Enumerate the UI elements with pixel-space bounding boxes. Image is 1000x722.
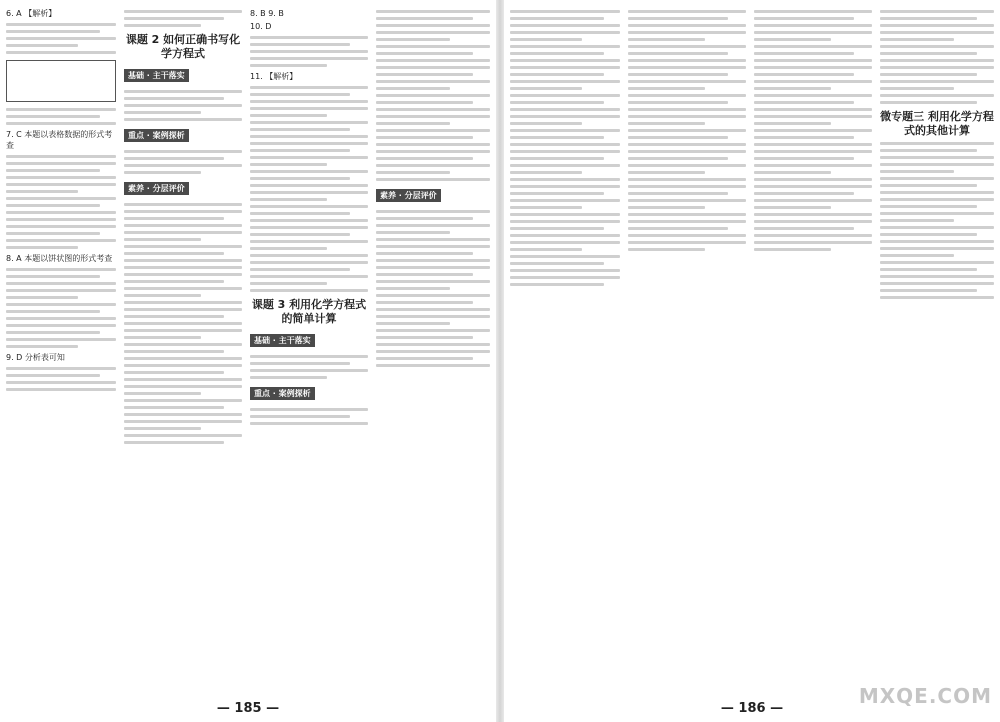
- text-block: [6, 23, 116, 54]
- section-bar: 基础 · 主干落实: [124, 69, 189, 82]
- molecule-diagram: [6, 60, 116, 102]
- section-heading: 课题 3 利用化学方程式的简单计算: [251, 298, 367, 325]
- section-bar: 基础 · 主干落实: [250, 334, 315, 347]
- column-2: [124, 6, 242, 684]
- page-186: [504, 0, 1000, 722]
- column-4: [376, 6, 490, 684]
- answer-10-stem: 10. D: [250, 22, 272, 31]
- page-number: — 186 —: [720, 701, 784, 716]
- column-2: [628, 6, 746, 684]
- answer-7-stem: 7. C 本题以表格数据的形式考查: [6, 130, 113, 150]
- answer-8-9-stem: 8. B 9. B: [250, 9, 284, 18]
- answer-11-stem: 11. 【解析】: [250, 72, 298, 81]
- watermark: MXQE.COM: [858, 684, 992, 708]
- section-bar: 重点 · 案例探析: [124, 129, 189, 142]
- column-4: [880, 6, 994, 684]
- page-number: — 185 —: [216, 701, 280, 716]
- column-1: [6, 6, 116, 684]
- column-1: [510, 6, 620, 684]
- section-bar: 素养 · 分层评价: [124, 182, 189, 195]
- answer-6-stem: 6. A 【解析】: [6, 9, 57, 18]
- section-heading: 微专题三 利用化学方程式的其他计算: [880, 110, 994, 137]
- section-bar: 素养 · 分层评价: [376, 189, 441, 202]
- section-bar: 重点 · 案例探析: [250, 387, 315, 400]
- page-185: [0, 0, 496, 722]
- page-gutter: [496, 0, 504, 722]
- column-3: [250, 6, 368, 684]
- answer-8-stem: 8. A 本题以饼状图的形式考查: [6, 254, 113, 263]
- column-3: [754, 6, 872, 684]
- answer-9-stem: 9. D 分析表可知: [6, 353, 65, 362]
- section-heading: 课题 2 如何正确书写化学方程式: [125, 33, 241, 60]
